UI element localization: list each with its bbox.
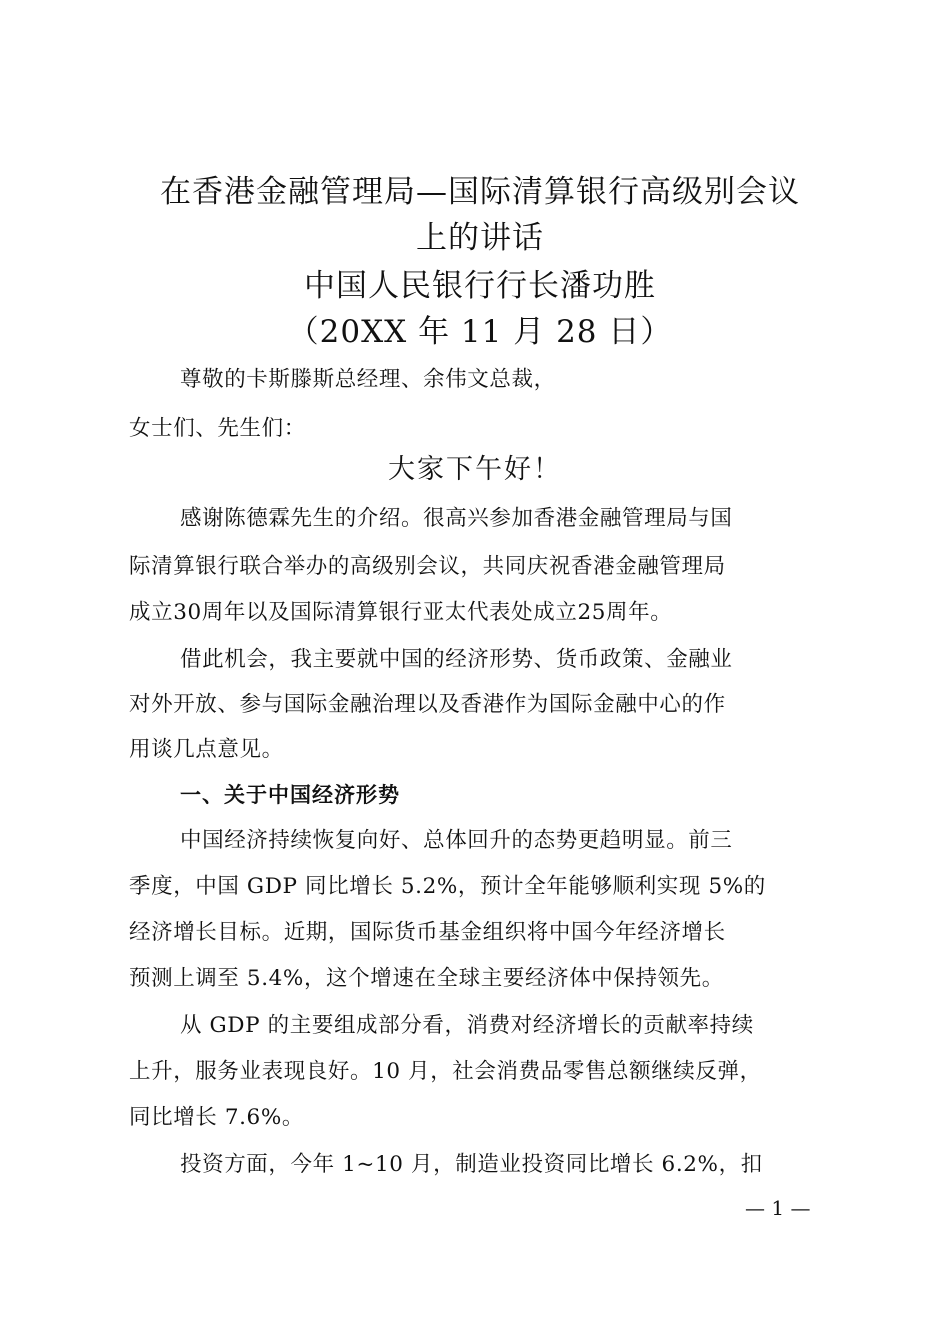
- paragraph-line: 中国经济持续恢复向好、总体回升的态势更趋明显。前三: [180, 828, 733, 853]
- paragraph-line: 同比增长 7.6%。: [129, 1105, 304, 1130]
- salutation-line-2: 女士们、先生们：: [129, 416, 306, 441]
- paragraph-line: 经济增长目标。近期，国际货币基金组织将中国今年经济增长: [129, 920, 726, 945]
- paragraph-line: 从 GDP 的主要组成部分看，消费对经济增长的贡献率持续: [180, 1013, 754, 1038]
- paragraph-line: 用谈几点意见。: [129, 737, 284, 762]
- section-heading: 一、关于中国经济形势: [180, 783, 400, 807]
- paragraph-line: 对外开放、参与国际金融治理以及香港作为国际金融中心的作: [129, 692, 726, 717]
- date-line: （20XX 年 11 月 28 日）: [287, 314, 673, 350]
- title-line-2: 上的讲话: [416, 220, 544, 256]
- title-line-1: 在香港金融管理局—国际清算银行高级别会议: [160, 174, 800, 210]
- greeting: 大家下午好！: [388, 454, 562, 485]
- paragraph-line: 投资方面，今年 1~10 月，制造业投资同比增长 6.2%，扣: [180, 1152, 763, 1177]
- paragraph-line: 预测上调至 5.4%，这个增速在全球主要经济体中保持领先。: [129, 966, 724, 991]
- salutation-line-1: 尊敬的卡斯滕斯总经理、余伟文总裁，: [180, 367, 556, 392]
- paragraph-line: 季度，中国 GDP 同比增长 5.2%，预计全年能够顺利实现 5%的: [129, 874, 766, 899]
- paragraph-line: 感谢陈德霖先生的介绍。很高兴参加香港金融管理局与国: [180, 506, 733, 531]
- paragraph-line: 上升，服务业表现良好。10 月，社会消费品零售总额继续反弹，: [129, 1059, 762, 1084]
- paragraph-line: 借此机会，我主要就中国的经济形势、货币政策、金融业: [180, 647, 733, 672]
- paragraph-line: 际清算银行联合举办的高级别会议，共同庆祝香港金融管理局: [129, 554, 726, 579]
- paragraph-line: 成立30周年以及国际清算银行亚太代表处成立25周年。: [129, 600, 673, 625]
- speaker-line: 中国人民银行行长潘功胜: [304, 268, 656, 304]
- page-number: — 1 —: [745, 1196, 811, 1220]
